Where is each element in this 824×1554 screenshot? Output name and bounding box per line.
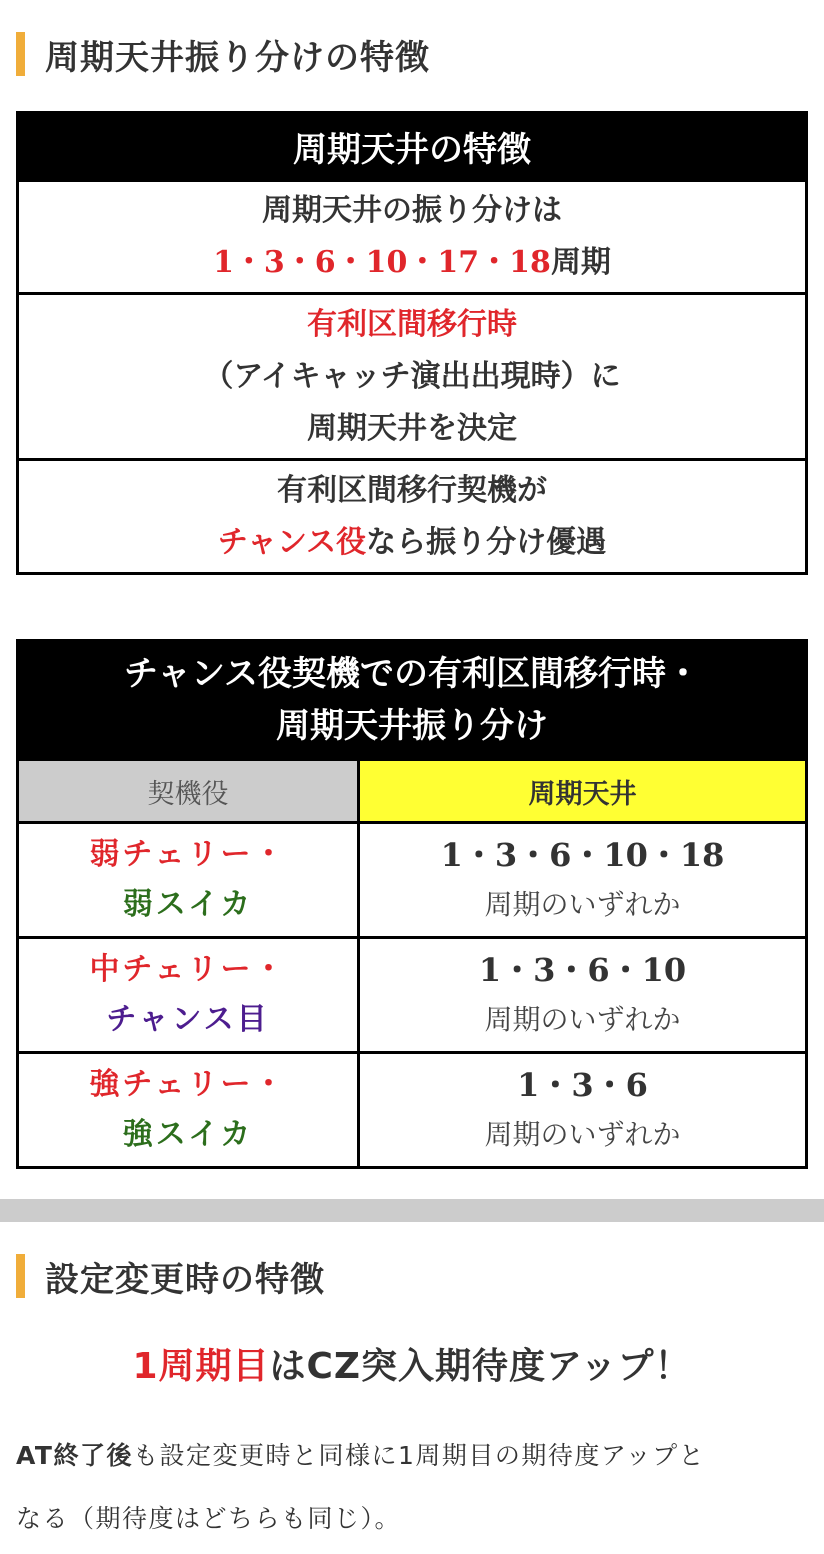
column-header-trigger: 契機役 [18, 760, 359, 823]
ceiling-sub: 周期のいずれか [484, 1003, 681, 1036]
ceiling-numbers: 1・3・6・10・18 [440, 836, 725, 874]
ceiling-numbers: 1・3・6・10 [478, 951, 687, 989]
row-text [19, 237, 805, 289]
row-suffix: なら振り分け優遇 [366, 524, 607, 560]
heading-accent-bar [16, 32, 25, 76]
trigger-cell [18, 1053, 359, 1168]
table-row [18, 294, 807, 460]
section-heading-text: 設定変更時の特徴 [45, 1259, 325, 1300]
chance-yaku-table [16, 639, 808, 1169]
table-row [18, 823, 807, 938]
row-suffix: 周期 [550, 245, 611, 280]
ceiling-features-table [16, 111, 808, 575]
table-row [18, 460, 807, 574]
ceiling-cell [359, 1053, 807, 1168]
trigger-cell [18, 823, 359, 938]
column-header-ceiling: 周期天井 [359, 760, 807, 823]
highlight-numbers: 1・3・6・10・17・18 [213, 245, 551, 280]
section-heading-ceiling [16, 30, 430, 78]
yaku-label: 弱スイカ [122, 887, 254, 922]
ceiling-numbers: 1・3・6 [517, 1066, 648, 1104]
heading-accent-bar [16, 1254, 25, 1298]
ceiling-sub: 周期のいずれか [484, 1118, 681, 1151]
ceiling-cell [359, 938, 807, 1053]
table-title-line: 周期天井振り分け [276, 706, 548, 746]
highlight-statement [0, 1338, 824, 1389]
paragraph-line: なる（期待度はどちらも同じ）。 [16, 1504, 402, 1533]
ceiling-cell [359, 823, 807, 938]
paragraph-line [16, 1424, 808, 1487]
table-row [18, 1053, 807, 1168]
body-paragraph [16, 1424, 808, 1550]
highlight-rest-text: はCZ突入期待度アップ！ [269, 1346, 692, 1387]
row-text: 周期天井の振り分けは [262, 193, 562, 228]
ceiling-sub: 周期のいずれか [484, 888, 681, 921]
table-title: 周期天井の特徴 [18, 113, 807, 181]
table-title [18, 641, 807, 760]
highlight-text: 有利区間移行時 [307, 306, 517, 342]
section-heading-text: 周期天井振り分けの特徴 [45, 37, 430, 78]
row-text: 有利区間移行契機が [277, 472, 547, 508]
yaku-label: 強スイカ [122, 1117, 254, 1152]
row-text: 周期天井を決定 [307, 410, 517, 446]
row-text [19, 517, 805, 569]
section-heading-setting-change [16, 1252, 325, 1300]
yaku-label: 中チェリー・ [89, 952, 287, 987]
table-title-line: チャンス役契機での有利区間移行時・ [124, 654, 700, 694]
highlight-text: チャンス役 [217, 524, 367, 560]
table-row [18, 938, 807, 1053]
yaku-label: チャンス目 [106, 1002, 270, 1037]
paragraph-text: も設定変更時と同様に1周期目の期待度アップと [132, 1441, 706, 1470]
highlight-red-text: 1周期目 [132, 1346, 270, 1387]
table-row [18, 181, 807, 294]
yaku-label: 弱チェリー・ [89, 837, 287, 872]
trigger-cell [18, 938, 359, 1053]
bold-text: AT終了後 [16, 1441, 133, 1470]
row-text: （アイキャッチ演出出現時）に [203, 358, 621, 394]
section-divider [0, 1199, 824, 1222]
yaku-label: 強チェリー・ [89, 1067, 287, 1102]
